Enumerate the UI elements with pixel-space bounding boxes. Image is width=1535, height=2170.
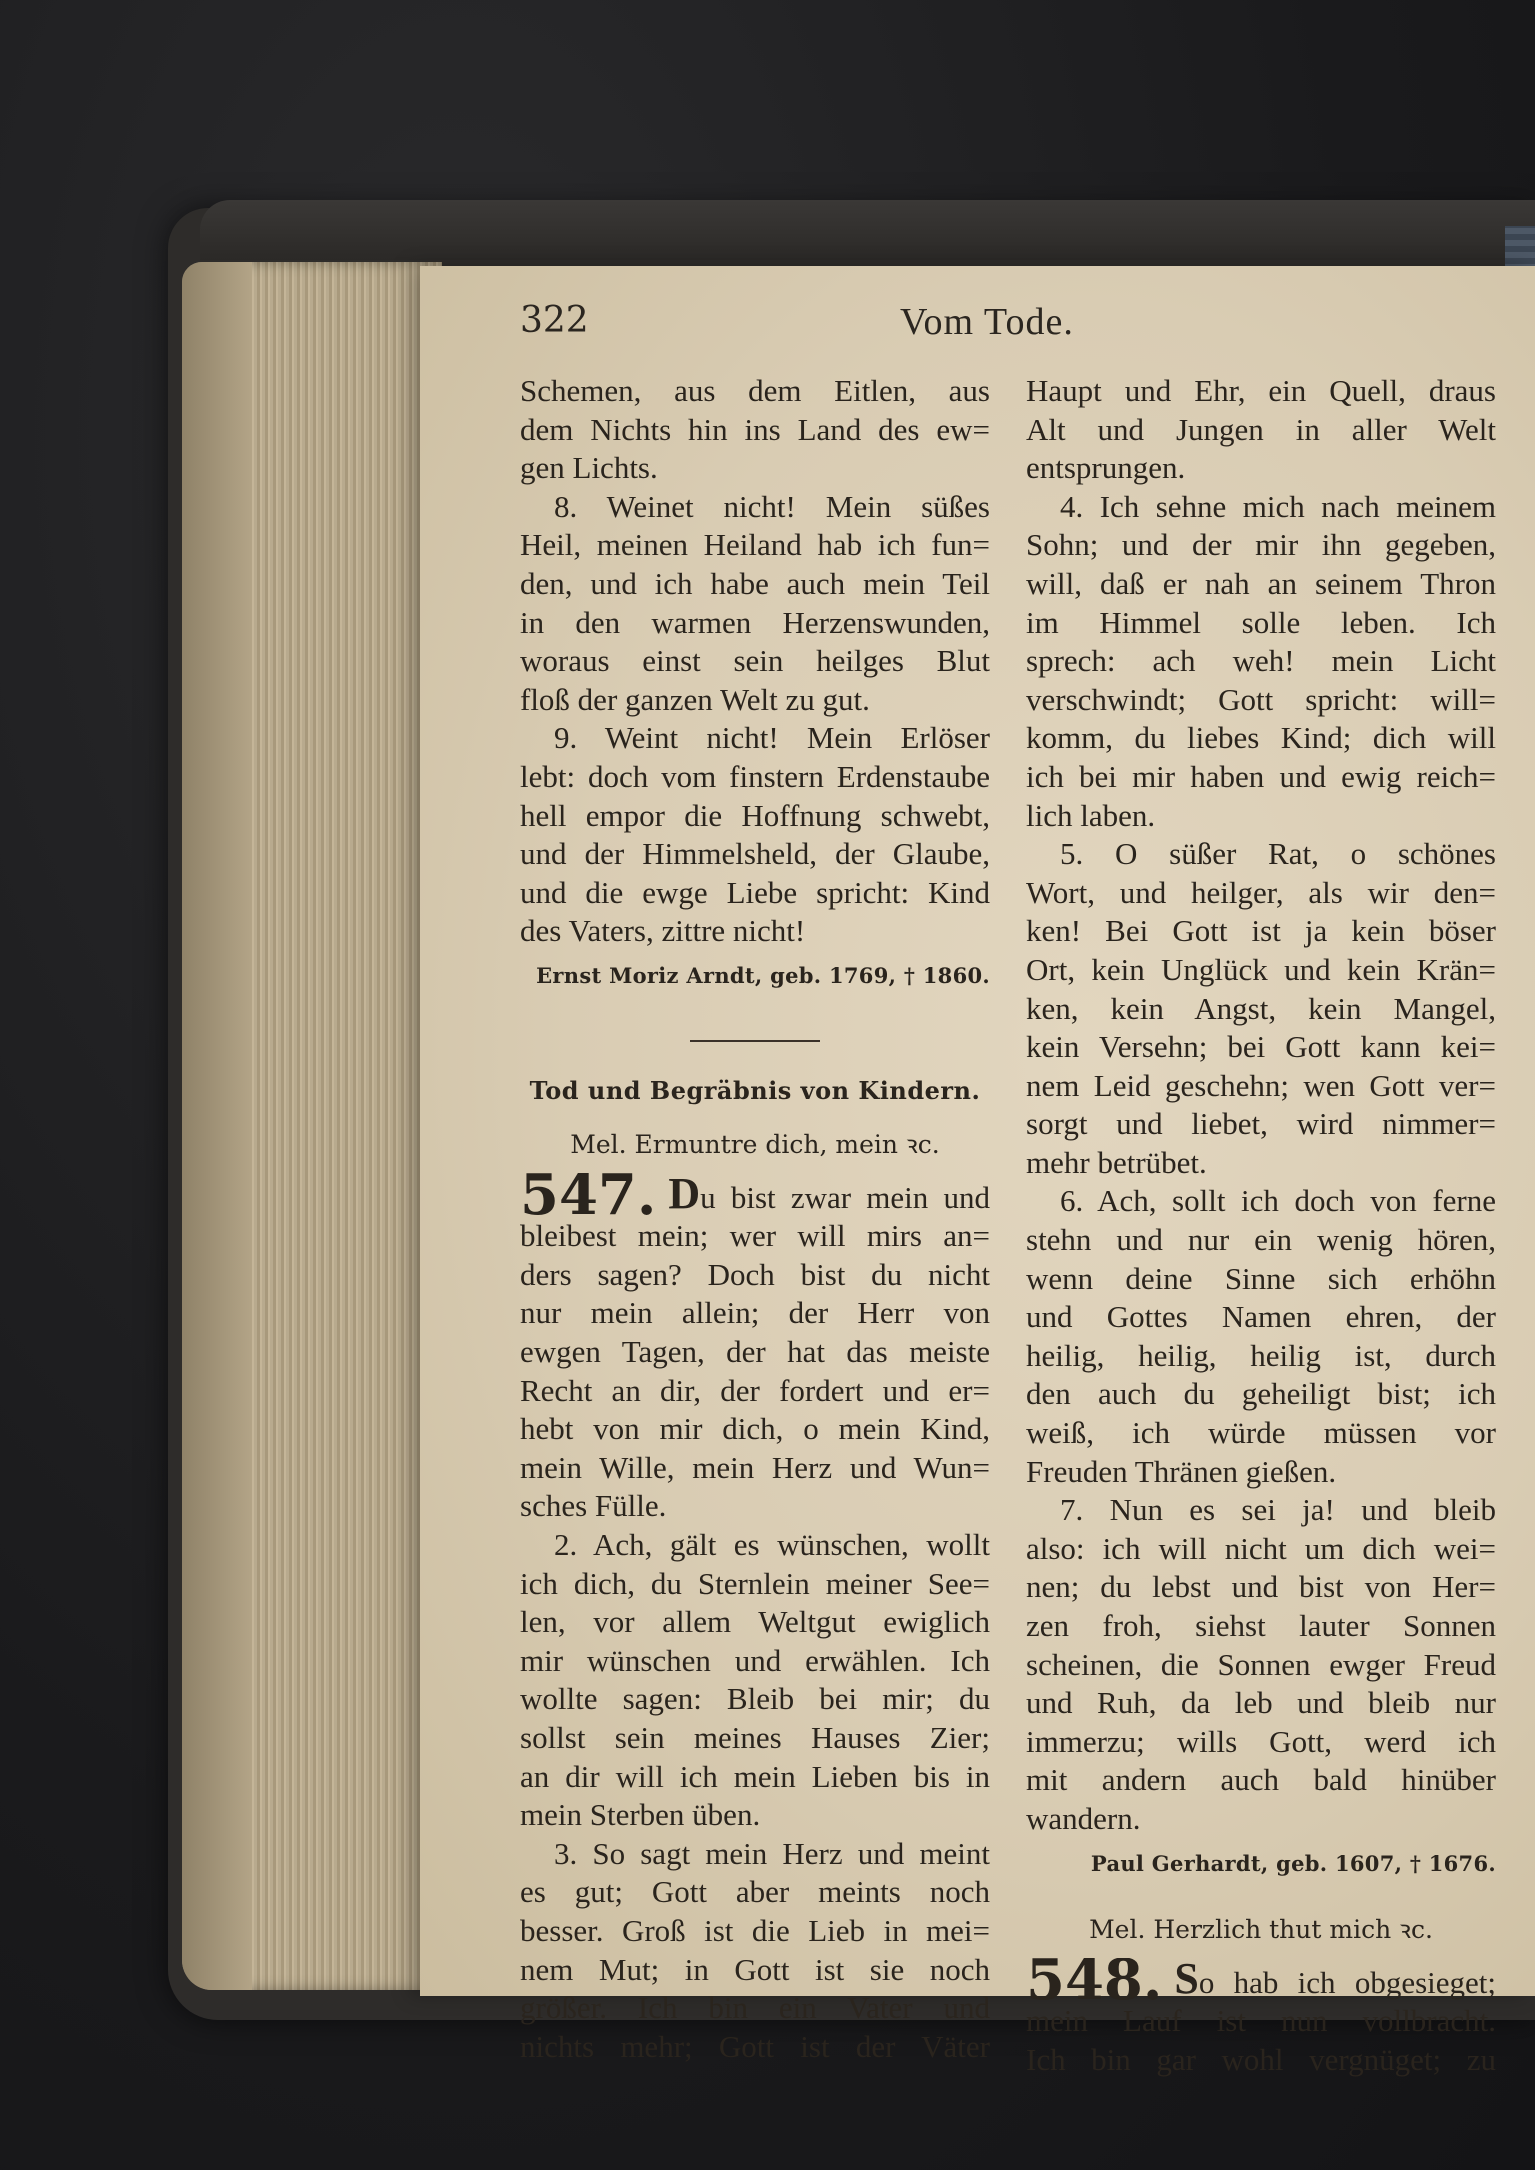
text-line: und der Himmelsheld, der Glaube,: [520, 836, 990, 872]
text-line: zen froh, siehst lauter Sonnen: [1026, 1608, 1496, 1643]
text-line: weiß, ich würde müssen vor: [1026, 1415, 1496, 1451]
text-line: nem Mut; in Gott ist sie noch: [520, 1951, 990, 1987]
text-line: 8. Weinet nicht! Mein süßes: [554, 488, 990, 524]
page-content: [520, 300, 1505, 2077]
text-line: also: ich will nicht um dich wei=: [1026, 1530, 1496, 1566]
text-line: Heil, meinen Heiland hab ich fun=: [520, 527, 990, 563]
text-line: wandern.: [1026, 1800, 1141, 1836]
text-line: ders sagen? Doch bist du nicht: [520, 1256, 990, 1292]
text-line: nichts mehr; Gott ist der Väter: [520, 2028, 990, 2064]
text-line: nen; du lebst und bist von Her=: [1026, 1569, 1496, 1605]
text-line: Wort, und heilger, als wir den=: [1026, 874, 1496, 910]
text-line: [1026, 1958, 1496, 2003]
text-line: stehn und nur ein wenig hören,: [1026, 1222, 1496, 1258]
stanza-6: [1026, 1182, 1496, 1491]
text-line: ich dich, du Sternlein meiner See=: [520, 1565, 990, 1601]
text-line: Ort, kein Unglück und kein Krän=: [1026, 951, 1496, 987]
text-line: nem Leid geschehn; wen Gott ver=: [1026, 1067, 1496, 1103]
stanza-5: [1026, 835, 1496, 1182]
text-line: entsprungen.: [1026, 450, 1186, 486]
stanza-4: [1026, 488, 1496, 835]
drop-cap: S: [1174, 1957, 1199, 2003]
text-line: heilig, heilig, heilig ist, durch: [1026, 1337, 1496, 1373]
text-line: sprech: ach weh! mein Licht: [1026, 643, 1496, 679]
text-line: besser. Groß ist die Lieb in mei=: [520, 1912, 990, 1948]
hymn-547-stanza-1: [520, 1173, 990, 1526]
author-attribution: Ernst Moriz Arndt, geb. 1769, † 1860.: [536, 962, 990, 988]
text-line: und die ewge Liebe spricht: Kind: [520, 874, 990, 910]
left-column: [520, 372, 990, 2066]
hymn-number: 547.: [520, 1172, 657, 1218]
drop-cap: D: [668, 1172, 701, 1218]
text-line: den auch du geheiligt bist; ich: [1026, 1376, 1496, 1412]
text-line: in den warmen Herzenswunden,: [520, 604, 990, 640]
text-line: Ich bin gar wohl vergnüget; zu: [1026, 2041, 1496, 2077]
text-line: verschwindt; Gott spricht: will=: [1026, 681, 1496, 717]
text-line: hell empor die Hoffnung schwebt,: [520, 797, 990, 833]
text-line: Sohn; und der mir ihn gegeben,: [1026, 527, 1496, 563]
text-line: Schemen, aus dem Eitlen, aus: [520, 373, 990, 408]
book-cover-top-edge: [200, 200, 1535, 260]
hymn-547-stanza-3: [520, 1835, 990, 2067]
right-column: [1026, 372, 1496, 2080]
text-line: kein Versehn; bei Gott kann kei=: [1026, 1029, 1496, 1065]
text-line: mir wünschen und erwählen. Ich: [520, 1642, 990, 1678]
author-attribution: Paul Gerhardt, geb. 1607, † 1676.: [1090, 1850, 1496, 1876]
section-divider: [690, 1040, 820, 1042]
hymn-547-stanza-2: [520, 1526, 990, 1835]
worn-page-edge: [182, 262, 252, 1990]
text-line: lich laben.: [1026, 797, 1156, 833]
text-line: den, und ich habe auch mein Teil: [520, 565, 990, 601]
melody-note: Mel. Herzlich thut mich ꝛc.: [1089, 1915, 1433, 1945]
text-line: 9. Weint nicht! Mein Erlöser: [554, 720, 990, 756]
text-line: sollst sein meines Hauses Zier;: [520, 1720, 990, 1755]
page-header: [520, 300, 1505, 360]
text-line: Haupt und Ehr, ein Quell, draus: [1026, 373, 1496, 408]
hymn-548-stanza-1: [1026, 1958, 1496, 2080]
text-line: und Ruh, da leb und bleib nur: [1026, 1685, 1496, 1721]
text-line: ich bei mir haben und ewig reich=: [1026, 758, 1496, 794]
text-line: mein Wille, mein Herz und Wun=: [520, 1449, 990, 1485]
stanza-7-end: [520, 372, 990, 488]
page-stack-edges: [182, 262, 442, 1990]
text-line: ken! Bei Gott ist ja kein böser: [1026, 913, 1496, 949]
text-line: woraus einst sein heilges Blut: [520, 643, 990, 679]
text-line: 3. So sagt mein Herz und meint: [554, 1835, 990, 1871]
text-line: im Himmel solle leben. Ich: [1026, 604, 1496, 640]
text-line: wenn deine Sinne sich erhöhn: [1026, 1260, 1496, 1296]
text-line: 2. Ach, gält es wünschen, wollt: [554, 1527, 990, 1563]
section-title: Tod und Begräbnis von Kindern.: [529, 1075, 981, 1105]
text-line: dem Nichts hin ins Land des ew=: [520, 411, 990, 447]
text-line: len, vor allem Weltgut ewiglich: [520, 1604, 990, 1640]
text-line: sorgt und liebet, wird nimmer=: [1026, 1106, 1496, 1142]
text-line: gen Lichts.: [520, 450, 658, 486]
text-line: floß der ganzen Welt zu gut.: [520, 681, 870, 717]
stanza-8: [520, 488, 990, 720]
text-line: des Vaters, zittre nicht!: [520, 913, 806, 949]
running-head: Vom Tode.: [900, 301, 1074, 343]
hymn-number: 548.: [1026, 1957, 1163, 2003]
text-line: 7. Nun es sei ja! und bleib: [1060, 1492, 1496, 1528]
page-number: 322: [520, 300, 589, 341]
text-line: will, daß er nah an seinem Thron: [1026, 565, 1496, 601]
text-fragment: o hab ich obgesieget;: [1198, 1964, 1496, 2000]
text-line: es gut; Gott aber meints noch: [520, 1874, 990, 1910]
text-line: mit andern auch bald hinüber: [1026, 1762, 1496, 1798]
text-line: [520, 1173, 990, 1218]
text-line: Freuden Thränen gießen.: [1026, 1453, 1337, 1489]
stanza-3-end: [1026, 372, 1496, 488]
text-line: Alt und Jungen in aller Welt: [1026, 411, 1496, 447]
text-line: und Gottes Namen ehren, der: [1026, 1299, 1496, 1335]
text-line: nur mein allein; der Herr von: [520, 1295, 990, 1331]
stanza-7: [1026, 1491, 1496, 1838]
text-fragment: u bist zwar mein und: [700, 1179, 990, 1215]
text-line: komm, du liebes Kind; dich will: [1026, 720, 1496, 756]
text-line: 6. Ach, sollt ich doch von ferne: [1060, 1183, 1496, 1219]
text-line: größer. Ich bin ein Vater und: [520, 1990, 990, 2026]
melody-note: Mel. Ermuntre dich, mein ꝛc.: [570, 1130, 940, 1160]
text-line: mein Lauf ist nun vollbracht.: [1026, 2003, 1496, 2039]
stanza-9: [520, 719, 990, 951]
text-line: Recht an dir, der fordert und er=: [520, 1372, 990, 1408]
text-line: 5. O süßer Rat, o schönes: [1060, 836, 1496, 872]
text-line: an dir will ich mein Lieben bis in: [520, 1758, 990, 1794]
text-line: ken, kein Angst, kein Mangel,: [1026, 990, 1496, 1026]
text-line: mehr betrübet.: [1026, 1144, 1207, 1180]
text-line: mein Sterben üben.: [520, 1797, 761, 1833]
text-line: sches Fülle.: [520, 1488, 667, 1524]
text-line: lebt: doch vom finstern Erdenstaube: [520, 758, 990, 794]
text-line: hebt von mir dich, o mein Kind,: [520, 1411, 990, 1447]
text-line: scheinen, die Sonnen ewger Freud: [1026, 1646, 1496, 1682]
text-line: wollte sagen: Bleib bei mir; du: [520, 1681, 990, 1717]
text-line: bleibest mein; wer will mirs an=: [520, 1218, 990, 1254]
text-line: immerzu; wills Gott, werd ich: [1026, 1723, 1496, 1759]
text-line: 4. Ich sehne mich nach meinem: [1060, 488, 1496, 524]
text-line: ewgen Tagen, der hat das meiste: [520, 1334, 990, 1370]
